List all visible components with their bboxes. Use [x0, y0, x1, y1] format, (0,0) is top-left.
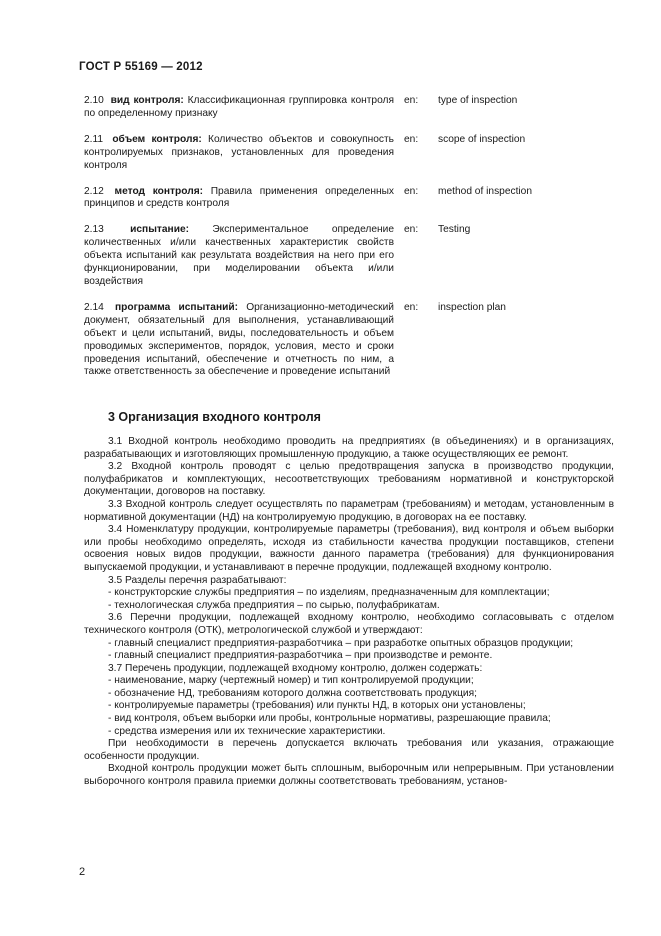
term-text: Количество объектов и совокупность контролируемых признаков, установленных для проведения контроля: [84, 133, 394, 171]
term-lang: en:: [404, 185, 419, 197]
section-title: 3 Организация входного контроля: [108, 410, 321, 424]
paragraph: 3.5 Разделы перечня разрабатывают:: [108, 574, 287, 586]
list-item: - обозначение НД, требованиям которого должна соответствовать продукция;: [108, 687, 477, 699]
page-number: 2: [79, 866, 86, 878]
paragraph: При необходимости в перечень допускается включать требования или указания, отражающие особенности продукции.: [84, 738, 614, 762]
list-item: - технологическая служба предприятия – по сырью, полуфабрикатам.: [108, 599, 440, 611]
document-code: ГОСТ Р 55169 — 2012: [79, 61, 203, 73]
term-definition: [84, 186, 394, 212]
paragraph: 3.1 Входной контроль необходимо проводить на предприятиях (в объединениях) и в организациях, разрабатывающих и изготовляющих промышленную продукцию, а также осуществляющих ее ремонт.: [84, 436, 614, 460]
list-item: - конструкторские службы предприятия – по изделиям, предназначенным для комплектации;: [108, 587, 550, 599]
term-number: 2.13: [84, 224, 104, 236]
list-item: - главный специалист предприятия-разработчика – при разработке опытных образцов продукции;: [108, 637, 574, 649]
paragraph: 3.7 Перечень продукции, подлежащей входному контролю, должен содержать:: [108, 662, 483, 674]
list-item: - главный специалист предприятия-разработчика – при производстве и ремонте.: [108, 650, 493, 662]
term-text: Организационно-методический документ, обязательный для выполнения, устанавливающий объект и цели испытаний, виды, последовательность и объем проводимых экспериментов, порядок, условия, место и сроки проведения испытаний, обеспечение и отчетность по ним, а также ответственность за обеспечение и проведение испытаний: [84, 301, 394, 378]
term-entry: [84, 302, 624, 379]
paragraph: 3.4 Номенклатуру продукции, контролируемые параметры (требования), вид контроля и объем выборки или пробы необходимо определять, исходя из стабильности качества продукции поставщиков, степени освоения новых видов продукции, важности данного параметра (требования) для функционирования выпускаемой продукции, и устанавливают в перечне продукции, подлежащей входному контролю.: [84, 524, 614, 573]
term-english: Testing: [438, 224, 471, 236]
term-name: испытание:: [130, 224, 190, 236]
term-text: Классификационная группировка контроля по определенному признаку: [84, 95, 394, 119]
term-name: объем контроля:: [112, 133, 202, 145]
term-name: программа испытаний:: [115, 301, 239, 313]
term-name: вид контроля:: [110, 95, 184, 106]
term-number: 2.10: [84, 95, 104, 106]
term-definition: [84, 134, 394, 173]
terms-list: [84, 95, 624, 379]
term-entry: [84, 224, 624, 289]
list-item: - средства измерения или их технические характеристики.: [108, 725, 386, 737]
term-english: inspection plan: [438, 301, 506, 313]
term-name: метод контроля:: [114, 185, 204, 197]
term-entry: [84, 186, 624, 212]
term-definition: [84, 95, 394, 121]
term-number: 2.12: [84, 185, 104, 197]
term-lang: en:: [404, 301, 419, 313]
term-number: 2.14: [84, 301, 104, 313]
term-definition: [84, 302, 394, 379]
term-english: method of inspection: [438, 185, 533, 197]
term-entry: [84, 95, 624, 121]
term-text: Правила применения определенных принципов и средств контроля: [84, 185, 394, 210]
list-item: - вид контроля, объем выборки или пробы, контрольные нормативы, разрешающие правила;: [108, 713, 551, 725]
term-lang: en:: [404, 133, 419, 145]
term-english: type of inspection: [438, 95, 518, 106]
term-entry: [84, 134, 624, 173]
section-body: [84, 436, 614, 789]
list-item: - наименование, марку (чертежный номер) и тип контролируемой продукции;: [108, 675, 474, 687]
term-lang: en:: [404, 95, 419, 106]
paragraph: Входной контроль продукции может быть сплошным, выборочным или непрерывным. При установлении выборочного контроля правила приемки должны соответствовать требованиям, установ-: [84, 763, 614, 788]
term-number: 2.11: [84, 133, 104, 145]
paragraph: 3.2 Входной контроль проводят с целью предотвращения запуска в производство продукции, полуфабрикатов и комплектующих, несоответствующих требованиям нормативной и конструкторской документации, договоров на поставку.: [84, 461, 614, 498]
paragraph: 3.3 Входной контроль следует осуществлять по параметрам (требованиям) и методам, установленным в нормативной документации (НД) на контролируемую продукцию, в договорах на ее поставку.: [84, 498, 614, 523]
term-english: scope of inspection: [438, 133, 526, 145]
term-lang: en:: [404, 224, 419, 236]
term-text: Экспериментальное определение количественных и/или качественных характеристик свойств объекта испытаний как результата воздействия на него при его функционировании, при моделировании объекта и/или воздействия: [84, 224, 394, 287]
list-item: - контролируемые параметры (требования) или пункты НД, в которых они установлены;: [108, 700, 526, 712]
paragraph: 3.6 Перечни продукции, подлежащей входному контролю, необходимо согласовывать с отделом технического контроля (ОТК), метрологической службой и утверждают:: [84, 612, 614, 636]
term-definition: [84, 224, 394, 289]
